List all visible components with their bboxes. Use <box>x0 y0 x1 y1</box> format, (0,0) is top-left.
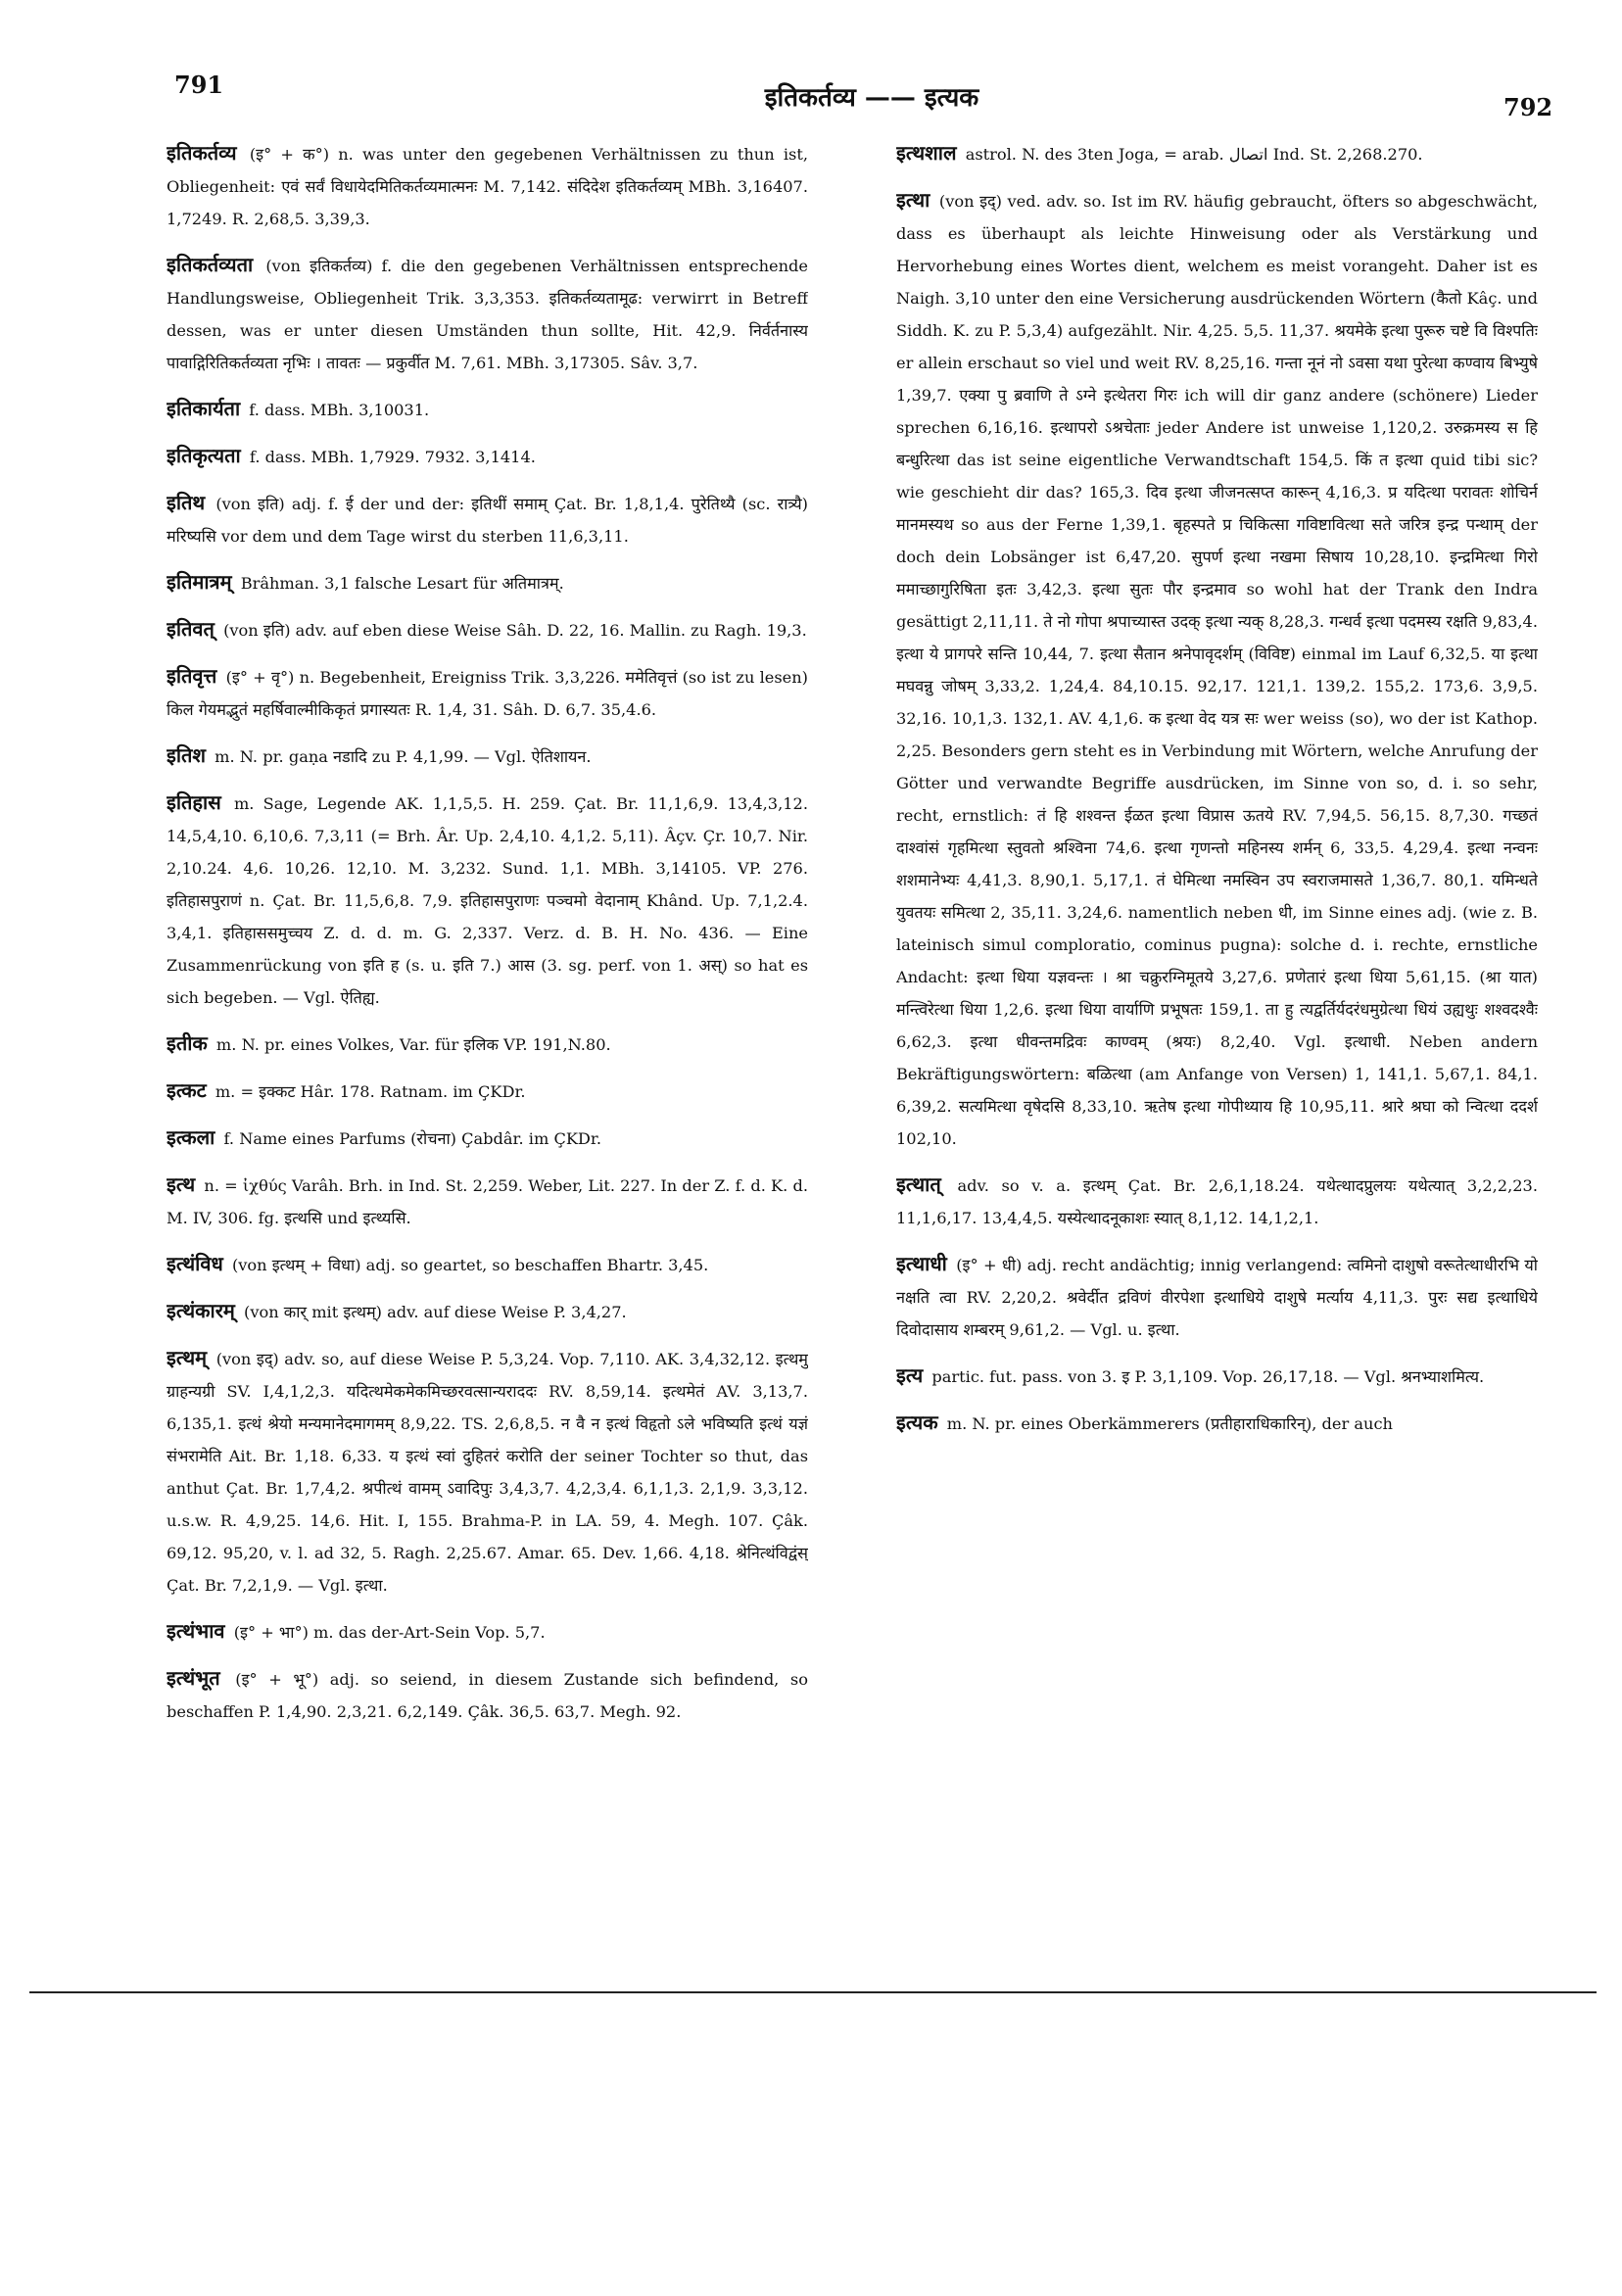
entry-headword: इतिकार्यता <box>167 397 241 420</box>
entry-headword: इत्थ <box>167 1172 196 1196</box>
entry-text: m. N. pr. eines Volkes, Var. für इलिक VP. 191,N.80. <box>215 1035 611 1054</box>
entry-headword: इत्थशाल <box>896 141 957 165</box>
entry-text: Brâhman. 3,1 falsche Lesart für अतिमात्रम्. <box>240 574 564 593</box>
dictionary-entry <box>167 1615 808 1649</box>
entry-headword: इत्था <box>896 188 930 212</box>
entry-headword: इतिमात्रम् <box>167 570 232 594</box>
entry-text: (इ° + क°) n. was unter den gegebenen Verhältnissen zu thun ist, Obliegenheit: एवं सर्वं विधायेदमितिकर्तव्यमात्मनः M. 7,142. संदिदेश इतिकर्तव्यम् MBh. 3,16407. 1,7249. R. 2,68,5. 3,39,3. <box>167 145 808 228</box>
entry-headword: इतिकृत्यता <box>167 444 241 467</box>
entry-headword: इत्थंकारम् <box>167 1299 235 1322</box>
entry-text: partic. fut. pass. von 3. इ P. 3,1,109. Vop. 26,17,18. — Vgl. श्रनभ्याशमित्य. <box>931 1367 1485 1386</box>
dictionary-entry <box>167 487 808 552</box>
entry-text: (इ° + भा°) m. das der-Art-Sein Vop. 5,7. <box>233 1623 546 1642</box>
entry-text: (von इद्) ved. adv. so. Ist im RV. häufig gebraucht, öfters so abgeschwächt, dass es überhaupt als leichte Hinweisung oder als Verstärkung und Hervorhebung eines Wortes dient, welchem es meist vorangeht. Daher ist es Naigh. 3,10 unter den eine Versicherung ausdrückenden Wörtern (कैतो Kâç. und Siddh. K. zu P. 5,3,4) aufgezählt. Nir. 4,25. 5,5. 11,37. श्रयमेके इत्था पुरूरु चष्टे वि विश्पतिः er allein erschaut so viel und weit RV. 8,25,16. गन्ता नूनं नो ऽवसा यथा पुरेत्था कण्वाय बिभ्युषे 1,39,7. एक्या पु ब्रवाणि ते ऽग्ने इत्थेतरा गिरः ich will dir ganz andere (schönere) Lieder sprechen 6,16,16. इत्थापरो ऽश्रचेताः jeder Andere ist unweise 1,120,2. उरुक्रमस्य स हि बन्धुरित्था das ist seine eigentliche Verwandtschaft 154,5. किं त इत्था quid tibi sic? wie geschieht dir das? 165,3. दिव इत्था जीजनत्सप्त कारून् 4,16,3. प्र यदित्था परावतः शोचिर्न मानमस्यथ so aus der Ferne 1,39,1. बृहस्पते प्र चिकित्सा गविष्टावित्था सते जरित्र इन्द्र पन्थाम् der doch dein Lobsänger ist 6,47,20. सुपर्ण इत्था नखमा सिषाय 10,28,10. इन्द्रमित्था गिरो ममाच्छागुरिषिता इतः 3,42,3. इत्था सुतः पौर इन्द्रमाव so wohl hat der Trank den Indra gesättigt 2,11,11. ते नो गोपा श्रपाच्यास्त उदक् इत्था न्यक् 8,28,3. गन्धर्व इत्था पदमस्य रक्षति 9,83,4. इत्था ये प्रागपरे सन्ति 10,44, 7. इत्था सैतान श्रनेपावृदर्शम् (विविष्ट) einmal im Lauf 6,32,5. या इत्था मघवन्नु जोषम् 3,33,2. 1,24,4. 84,10.15. 92,17. 121,1. 139,2. 155,2. 173,6. 3,9,5. 32,16. 10,1,3. 132,1. AV. 4,1,6. क इत्था वेद यत्र सः wer weiss (so), wo der ist Kathop. 2,25. Besonders gern steht es in Verbindung mit Wörtern, welche Anrufung der Götter und verwandte Begriffe ausdrücken, im Sinne von so, d. i. so sehr, recht, ernstlich: तं हि शश्वन्त ईळत इत्था विप्रास ऊतये RV. 7,94,5. 56,15. 8,7,30. गच्छतं दाश्वांसं गृहमित्था स्तुवतो श्रश्विना 74,6. इत्था गृणन्तो महिनस्य शर्मन् 6, 33,5. 4,29,4. इत्था नन्वनः शशमानेभ्यः 4,41,3. 8,90,1. 5,17,1. तं घेमित्था नमस्विन उप स्वराजमासते 1,36,7. 80,1. यमिन्धते युवतयः समित्था 2, 35,11. 3,24,6. namentlich neben धी, im Sinne eines adj. (wie z. B. lateinisch simul comploratio, cominus pugna): solche d. i. rechte, ernstliche Andacht: इत्था धिया यज्ञवन्तः । श्रा चक्रुरग्निमूतये 3,27,6. प्रणेतारं इत्था धिया 5,61,15. (श्रा यात) मन्त्विरेत्था धिया 1,2,6. इत्था धिया वार्याणि प्रभूषतः 159,1. ता हु त्यद्वर्तिर्यदरंधमुग्रेत्था धियं उह्यथुः शश्वदश्वैः 6,62,3. इत्था धीवन्तमद्रिवः काण्वम् (श्रयः) 8,2,40. Vgl. इत्थाधी. Neben andern Bekräftigungswörtern: बळित्था (am Anfange von Versen) 1, 141,1. 5,67,1. 84,1. 6,39,2. सत्यमित्था वृषेदसि 8,33,10. ऋतेष इत्था गोपीथ्याय हि 10,95,11. श्रारे श्रघा को न्वित्था ददर्श 102,10. <box>896 192 1538 1148</box>
entry-text: (von कार् mit इत्थम्) adv. auf diese Weise P. 3,4,27. <box>244 1303 627 1321</box>
dictionary-entry <box>167 393 808 426</box>
dictionary-entry <box>167 566 808 599</box>
dictionary-entry <box>167 137 808 235</box>
entry-text: (इ° + भू°) adj. so seiend, in diesem Zustande sich befindend, so beschaffen P. 1,4,90. 2,3,21. 6,2,149. Çâk. 36,5. 63,7. Megh. 92. <box>167 1670 808 1721</box>
entry-text: astrol. N. des 3ten Joga, = arab. اتصال Ind. St. 2,268.270. <box>965 145 1423 164</box>
dictionary-entry <box>167 1248 808 1281</box>
entry-text: (von इद्) adv. so, auf diese Weise P. 5,3,24. Vop. 7,110. AK. 3,4,32,12. इत्थमु ग्राहन्यग्री SV. I,4,1,2,3. यदित्थमेकमेकमिच्छरवत्सान्यराददः RV. 8,59,14. इत्थमेतं AV. 3,13,7. 6,135,1. इत्थं श्रेयो मन्यमानेदमागमम् 8,9,22. TS. 2,6,8,5. न वै न इत्थं विहृतो ऽले भविष्यति इत्थं यज्ञं संभरामेति Ait. Br. 1,18. 6,33. य इत्थं स्वां दुहितरं करोति der seiner Tochter so thut, das anthut Çat. Br. 1,7,4,2. श्रपीत्थं वामम् ऽवादिपुः 3,4,3,7. 4,2,3,4. 6,1,1,3. 2,1,9. 3,3,12. u.s.w. R. 4,9,25. 14,6. Hit. I, 155. Brahma-P. in LA. 59, 4. Megh. 107. Çâk. 69,12. 95,20, v. l. ad 32, 5. Ragh. 2,25.67. Amar. 65. Dev. 1,66. 4,18. श्रेनित्थंविद्वंस् Çat. Br. 7,2,1,9. — Vgl. इत्था. <box>167 1350 808 1595</box>
running-head: इतिकर्तव्य —— इत्यक <box>764 83 979 113</box>
entry-text: (von इत्थम् + विधा) adj. so geartet, so beschaffen Bhartr. 3,45. <box>231 1256 709 1274</box>
dictionary-entry <box>896 137 1538 170</box>
entry-headword: इतिवृत्त <box>167 664 217 688</box>
entry-text: adv. so v. a. इत्थम् Çat. Br. 2,6,1,18.24. यथेत्थादप्रुलयः यथेत्यात् 3,2,2,23. 11,1,6,17. 13,4,4,5. यस्येत्थादनूकाशः स्यात् 8,1,12. 14,1,2,1. <box>896 1176 1538 1227</box>
dictionary-entry <box>167 740 808 773</box>
dictionary-entry <box>896 1169 1538 1234</box>
entry-headword: इत्य <box>896 1363 924 1387</box>
entry-text: (इ° + वृ°) n. Begebenheit, Ereigniss Trik. 3,3,226. ममेतिवृत्तं (so ist zu lesen) किल गेयमद्भुतं महर्षिवाल्मीकिकृतं प्रगास्यतः R. 1,4, 31. Sâh. D. 6,7. 35,4.6. <box>167 668 808 719</box>
entry-text: n. = ἰχθύς Varâh. Brh. in Ind. St. 2,259. Weber, Lit. 227. In der Z. f. d. K. d. M. IV, 306. fg. इत्थसि und इत्थ्यसि. <box>167 1176 808 1227</box>
entry-headword: इतिश <box>167 743 206 767</box>
entry-text: m. N. pr. eines Oberkämmerers (प्रतीहाराधिकारिन्), der auch <box>946 1414 1393 1433</box>
footer-rule <box>29 1991 1597 1993</box>
entry-headword: इत्थम् <box>167 1346 208 1369</box>
entry-text: (von इति) adv. auf eben diese Weise Sâh. D. 22, 16. Mallin. zu Ragh. 19,3. <box>223 621 807 640</box>
dictionary-entry <box>167 1295 808 1328</box>
entry-text: f. dass. MBh. 3,10031. <box>249 401 430 419</box>
page-number-right: 792 <box>1503 93 1553 121</box>
entry-headword: इत्थंविध <box>167 1252 223 1275</box>
entry-headword: इत्यक <box>896 1411 938 1434</box>
entry-headword: इतिहास <box>167 790 221 814</box>
dictionary-entry <box>896 1407 1538 1440</box>
entry-text: m. = इक्कट Hâr. 178. Ratnam. im ÇKDr. <box>215 1082 526 1101</box>
dictionary-entry <box>896 1248 1538 1346</box>
entry-headword: इत्थंभाव <box>167 1619 225 1643</box>
entry-headword: इतिथ <box>167 491 206 514</box>
dictionary-entry <box>896 1360 1538 1393</box>
entry-headword: इत्थंभूत <box>167 1666 220 1690</box>
entry-headword: इत्कट <box>167 1078 207 1102</box>
entry-headword: इत्कला <box>167 1125 215 1149</box>
right-column <box>896 137 1538 1920</box>
entry-headword: इतिकर्तव्य <box>167 141 237 165</box>
entry-text: f. Name eines Parfums (रोचना) Çabdâr. im ÇKDr. <box>223 1129 602 1148</box>
entry-text: (इ° + धी) adj. recht andächtig; innig verlangend: त्वमिनो दाशुषो वरूतेत्थाधीरभि यो नक्षति त्वा RV. 2,20,2. श्रवेर्दीत द्रविणं वीरपेशा इत्थाधिये दाशुषे मर्त्याय 4,11,3. पुरः सद्य इत्थाधिये दिवोदासाय शम्बरम् 9,61,2. — Vgl. u. इत्था. <box>896 1256 1538 1339</box>
entry-headword: इतिकर्तव्यता <box>167 253 254 276</box>
dictionary-entry <box>167 249 808 379</box>
dictionary-entry <box>167 1028 808 1061</box>
dictionary-entry <box>167 1342 808 1602</box>
dictionary-entry <box>167 440 808 473</box>
dictionary-entry <box>167 1122 808 1155</box>
entry-text: m. Sage, Legende AK. 1,1,5,5. H. 259. Çat. Br. 11,1,6,9. 13,4,3,12. 14,5,4,10. 6,10,6. 7,3,11 (= Brh. Âr. Up. 2,4,10. 4,1,2. 5,11). Âçv. Çr. 10,7. Nir. 2,10.24. 4,6. 10,26. 12,10. M. 3,232. Sund. 1,1. MBh. 3,14105. VP. 276. इतिहासपुराणं n. Çat. Br. 11,5,6,8. 7,9. इतिहासपुराणः पञ्चमो वेदानाम् Khând. Up. 7,1,2.4. 3,4,1. इतिहाससमुच्चय Z. d. d. m. G. 2,337. Verz. d. B. H. No. 436. — Eine Zusammenrückung von इति ह (s. u. इति 7.) आस (3. sg. perf. von 1. अस्) so hat es sich begeben. — Vgl. ऐतिह्य. <box>167 794 808 1007</box>
entry-text: f. dass. MBh. 1,7929. 7932. 3,1414. <box>249 448 536 466</box>
entry-headword: इत्थाधी <box>896 1252 947 1275</box>
entry-headword: इत्थात् <box>896 1172 941 1196</box>
dictionary-entry <box>167 1169 808 1234</box>
entry-headword: इतिवत् <box>167 617 215 641</box>
dictionary-entry <box>167 660 808 726</box>
page-header <box>0 0 1622 147</box>
dictionary-entry <box>167 787 808 1014</box>
entry-text: (von इति) adj. f. ई der und der: इतिथीं समाम् Çat. Br. 1,8,1,4. पुरेतिथ्यै (sc. रात्र्यै) मरिष्यसि vor dem und dem Tage wirst du sterben 11,6,3,11. <box>167 495 808 546</box>
left-column <box>167 137 808 1920</box>
entry-text: (von इतिकर्तव्य) f. die den gegebenen Verhältnissen entsprechende Handlungsweise, Obliegenheit Trik. 3,3,353. इतिकर्तव्यतामूढ: verwirrt in Betreff dessen, was er unter diesen Umständen thun sollte, Hit. 42,9. निर्वर्तनास्य पावाद्गिरितिकर्तव्यता नृभिः । तावतः — प्रकुर्वीत M. 7,61. MBh. 3,17305. Sâv. 3,7. <box>167 257 808 372</box>
dictionary-entry <box>167 1075 808 1108</box>
dictionary-entry <box>167 1662 808 1728</box>
entry-headword: इतीक <box>167 1031 208 1055</box>
dictionary-entry <box>167 613 808 646</box>
page-number-left: 791 <box>174 71 224 99</box>
dictionary-entry <box>896 184 1538 1155</box>
entry-text: m. N. pr. gaṇa नडादि zu P. 4,1,99. — Vgl. ऐतिशायन. <box>215 747 592 766</box>
